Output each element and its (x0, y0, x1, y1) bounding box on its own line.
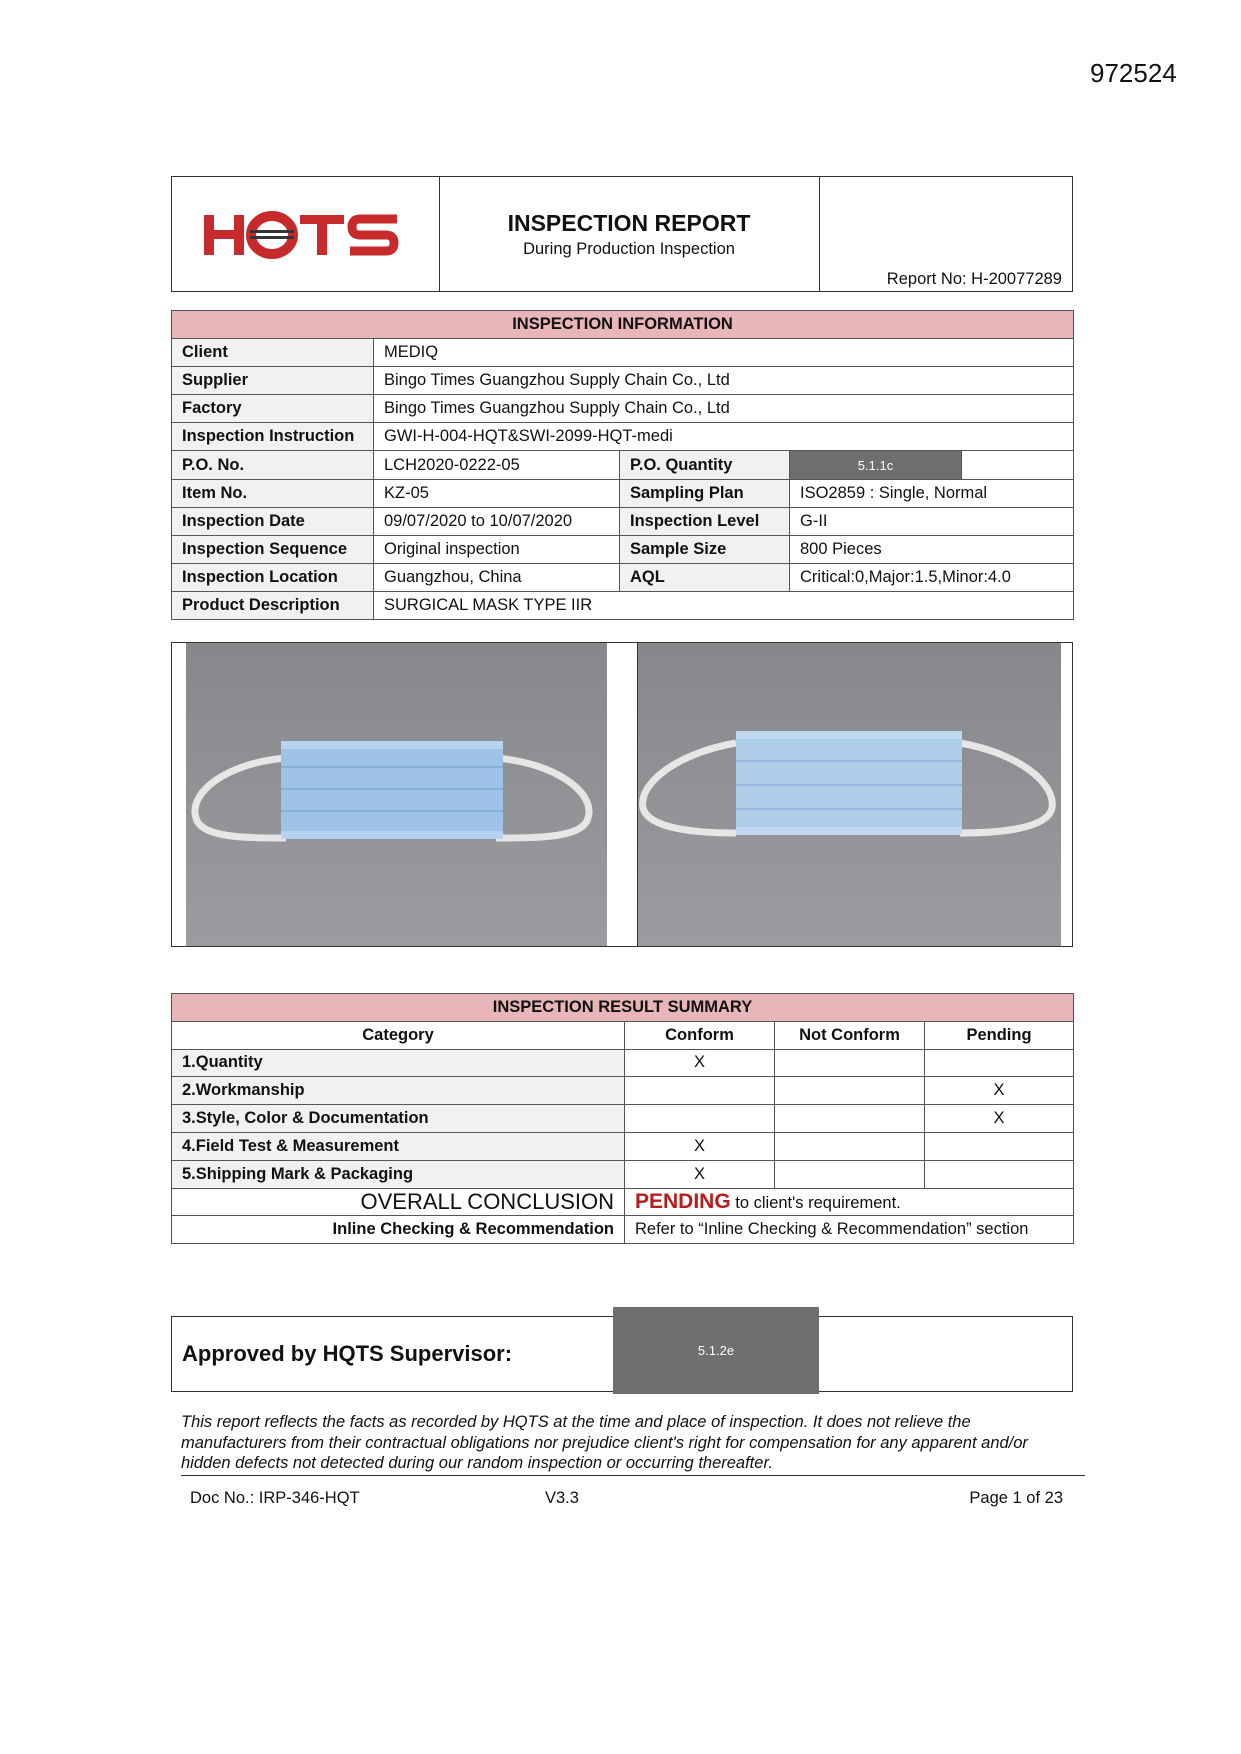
report-subtitle: During Production Inspection (523, 240, 735, 258)
conform-cell (625, 1105, 775, 1133)
mask-image (638, 643, 1061, 946)
inline-check-label: Inline Checking & Recommendation (172, 1216, 625, 1244)
sequence-value: Original inspection (374, 535, 620, 563)
logo-text: HQTS (172, 177, 175, 178)
overall-status: PENDING (635, 1189, 731, 1213)
date-value: 09/07/2020 to 10/07/2020 (374, 507, 620, 535)
mask-image (186, 643, 607, 946)
info-title: INSPECTION INFORMATION (172, 311, 1074, 339)
col-not-conform: Not Conform (775, 1021, 925, 1049)
col-pending: Pending (925, 1021, 1074, 1049)
pending-cell: X (925, 1077, 1074, 1105)
logo-cell (172, 177, 440, 291)
conform-cell: X (625, 1132, 775, 1160)
approval-label: Approved by HQTS Supervisor: (182, 1341, 513, 1366)
overall-conclusion-value (625, 1188, 1074, 1216)
mask-photo-back (637, 643, 1061, 946)
not-conform-cell (775, 1105, 925, 1133)
version: V3.3 (545, 1489, 579, 1507)
report-title: INSPECTION REPORT (507, 210, 751, 236)
footer-divider (181, 1475, 1085, 1476)
conform-cell: X (625, 1049, 775, 1077)
row-label: 2.Workmanship (172, 1077, 625, 1105)
factory-label: Factory (172, 395, 374, 423)
factory-value: Bingo Times Guangzhou Supply Chain Co., Ltd (374, 395, 1074, 423)
not-conform-cell (775, 1049, 925, 1077)
signature-redacted: 5.1.2e (613, 1307, 819, 1394)
product-value: SURGICAL MASK TYPE IIR (374, 591, 1074, 619)
supplier-label: Supplier (172, 367, 374, 395)
row-label: 5.Shipping Mark & Packaging (172, 1160, 625, 1188)
po-no-value: LCH2020-0222-05 (374, 451, 620, 479)
aql-label: AQL (620, 563, 790, 591)
inspection-information-table (171, 310, 1074, 620)
document-id: 972524 (1090, 58, 1177, 88)
overall-status-rest: to client's requirement. (730, 1193, 901, 1212)
sequence-label: Inspection Sequence (172, 535, 374, 563)
location-label: Inspection Location (172, 563, 374, 591)
instruction-value: GWI-H-004-HQT&SWI-2099-HQT-medi (374, 423, 1074, 451)
col-conform: Conform (625, 1021, 775, 1049)
table-row (172, 1105, 1074, 1133)
not-conform-cell (775, 1160, 925, 1188)
client-label: Client (172, 339, 374, 367)
table-row (172, 1132, 1074, 1160)
report-number-cell (819, 177, 1072, 291)
sampling-plan-value: ISO2859 : Single, Normal (790, 479, 1074, 507)
client-value: MEDIQ (374, 339, 1074, 367)
col-category: Category (172, 1021, 625, 1049)
not-conform-cell (775, 1077, 925, 1105)
row-label: 3.Style, Color & Documentation (172, 1105, 625, 1133)
table-row (172, 1077, 1074, 1105)
supplier-value: Bingo Times Guangzhou Supply Chain Co., Ltd (374, 367, 1074, 395)
doc-number: Doc No.: IRP-346-HQT (190, 1489, 360, 1507)
report-number: Report No: H-20077289 (886, 270, 1062, 288)
level-value: G-II (790, 507, 1074, 535)
row-label: 4.Field Test & Measurement (172, 1132, 625, 1160)
mask-photo-front (186, 643, 608, 946)
instruction-label: Inspection Instruction (172, 423, 374, 451)
sample-size-label: Sample Size (620, 535, 790, 563)
report-header (171, 176, 1073, 292)
item-no-value: KZ-05 (374, 479, 620, 507)
pending-cell (925, 1132, 1074, 1160)
overall-conclusion-label: OVERALL CONCLUSION (172, 1188, 625, 1216)
table-row (172, 1049, 1074, 1077)
pending-cell (925, 1049, 1074, 1077)
aql-value: Critical:0,Major:1.5,Minor:4.0 (790, 563, 1074, 591)
location-value: Guangzhou, China (374, 563, 620, 591)
sample-size-value: 800 Pieces (790, 535, 1074, 563)
pending-cell: X (925, 1105, 1074, 1133)
po-no-label: P.O. No. (172, 451, 374, 479)
sampling-plan-label: Sampling Plan (620, 479, 790, 507)
item-no-label: Item No. (172, 479, 374, 507)
po-qty-label: P.O. Quantity (620, 451, 790, 479)
inline-check-value: Refer to “Inline Checking & Recommendation” section (625, 1216, 1074, 1244)
conform-cell (625, 1077, 775, 1105)
po-qty-empty (962, 451, 1074, 479)
table-row (172, 1160, 1074, 1188)
level-label: Inspection Level (620, 507, 790, 535)
row-label: 1.Quantity (172, 1049, 625, 1077)
product-label: Product Description (172, 591, 374, 619)
po-qty-redacted: 5.1.1c (790, 451, 962, 479)
hqts-logo (172, 177, 439, 291)
disclaimer: This report reflects the facts as recorded by HQTS at the time and place of inspection. It does not relieve the manufacturers from their contractual obligations nor prejudice client's right for compensation for any apparent and/or hidden defects not detected during our random inspection or occurring thereafter. (181, 1413, 1028, 1472)
inspection-result-summary-table (171, 993, 1074, 1244)
title-cell (439, 177, 820, 291)
product-photos (171, 642, 1073, 947)
page-number: Page 1 of 23 (969, 1489, 1063, 1507)
pending-cell (925, 1160, 1074, 1188)
summary-title: INSPECTION RESULT SUMMARY (172, 994, 1074, 1022)
conform-cell: X (625, 1160, 775, 1188)
date-label: Inspection Date (172, 507, 374, 535)
not-conform-cell (775, 1132, 925, 1160)
